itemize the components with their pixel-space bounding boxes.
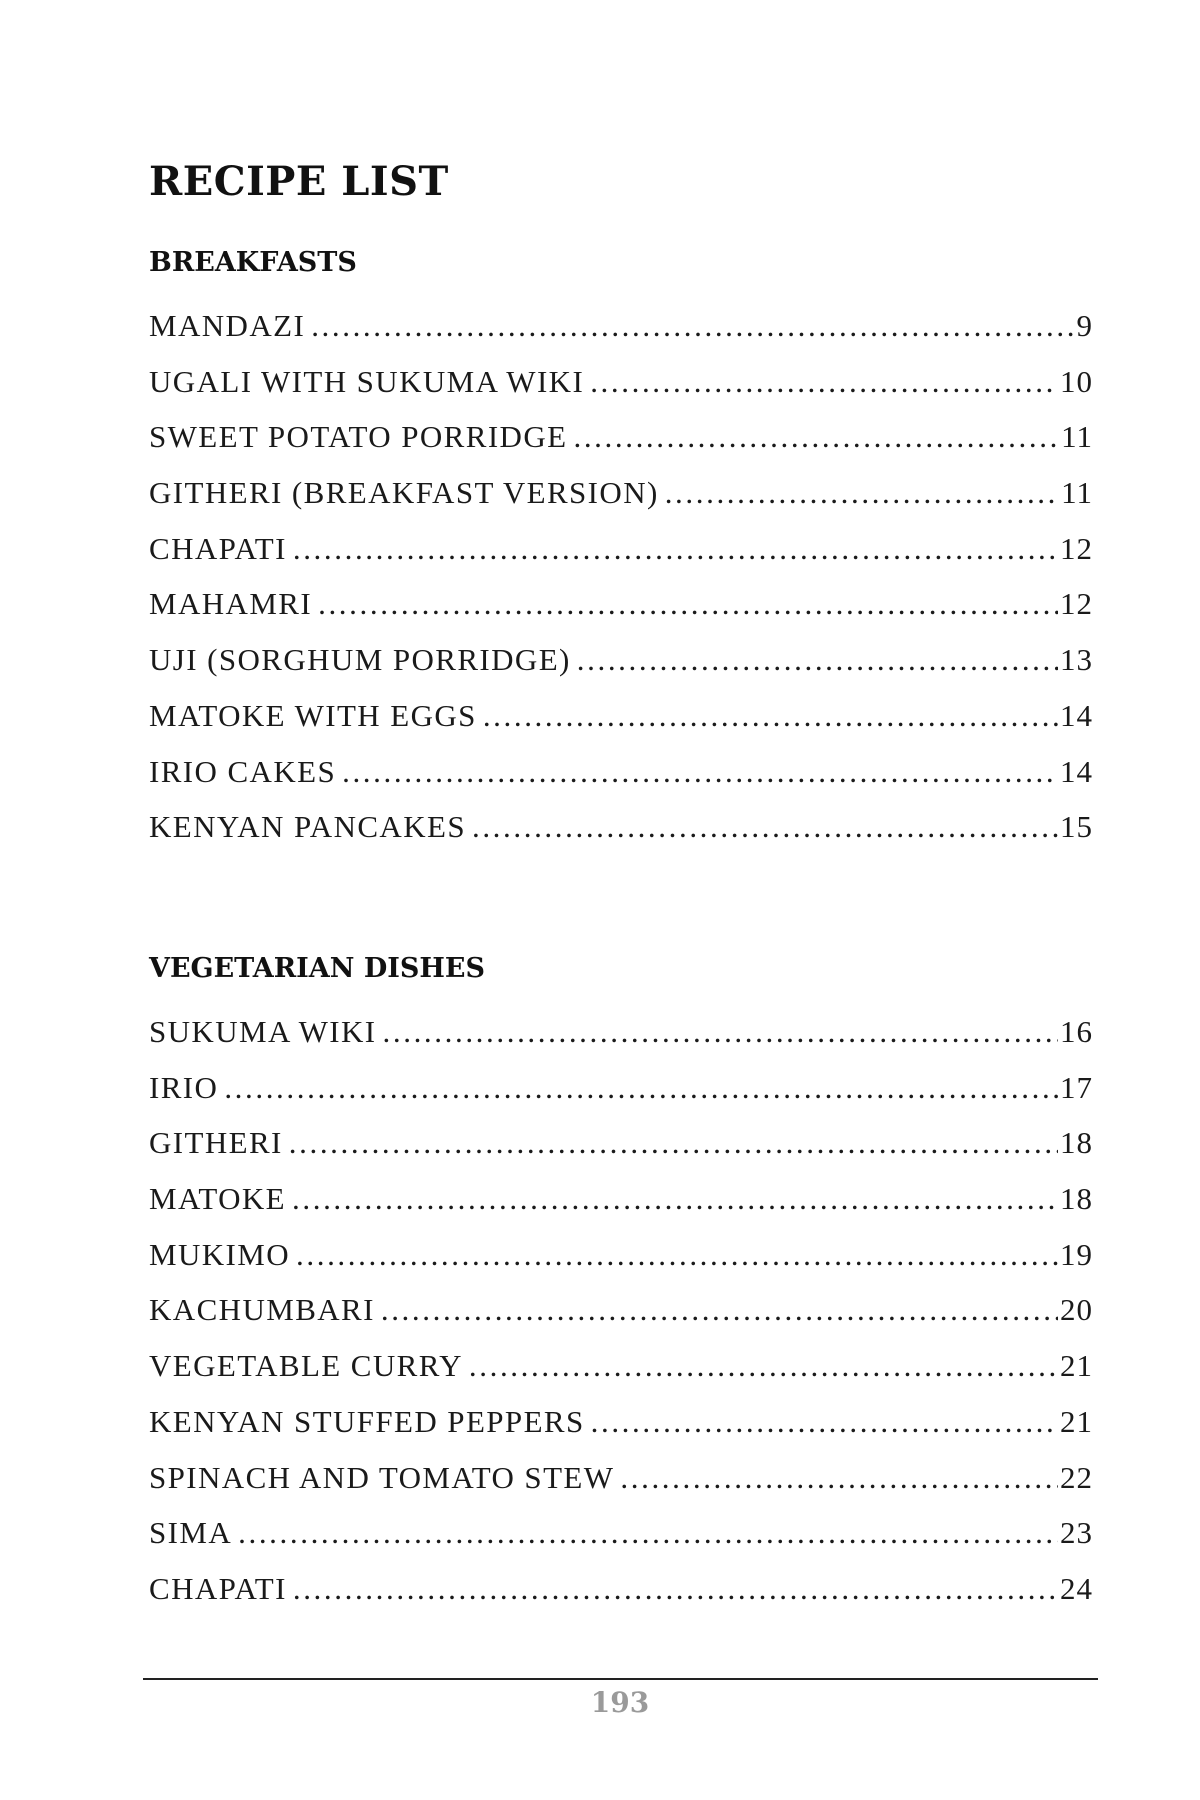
dot-leader	[292, 1171, 1058, 1227]
dot-leader	[383, 1004, 1058, 1060]
recipe-entry	[149, 521, 1093, 577]
recipe-page-number: 14	[1060, 753, 1093, 789]
recipe-entry	[149, 354, 1093, 410]
recipe-entry	[149, 576, 1093, 632]
recipe-list	[149, 298, 1093, 855]
recipe-page-number: 12	[1060, 586, 1093, 622]
recipe-name: UJI (SORGHUM PORRIDGE)	[149, 642, 571, 678]
dot-leader	[483, 688, 1058, 744]
dot-leader	[590, 354, 1058, 410]
dot-leader	[224, 1060, 1058, 1116]
recipe-entry	[149, 1171, 1093, 1227]
recipe-entry	[149, 1004, 1093, 1060]
dot-leader	[469, 1338, 1058, 1394]
recipe-page-number: 16	[1060, 1014, 1093, 1049]
dot-leader	[293, 1561, 1058, 1617]
recipe-entry	[149, 744, 1093, 800]
dot-leader	[318, 576, 1058, 632]
recipe-entry	[149, 409, 1093, 465]
recipe-list	[149, 1004, 1093, 1617]
recipe-name: SPINACH AND TOMATO STEW	[149, 1459, 615, 1495]
recipe-name: IRIO	[149, 1069, 219, 1105]
recipe-page-number: 18	[1060, 1125, 1093, 1161]
recipe-entry	[149, 1227, 1093, 1283]
recipe-entry	[149, 1505, 1093, 1561]
recipe-entry	[149, 1115, 1093, 1171]
recipe-name: IRIO CAKES	[149, 753, 337, 789]
recipe-page-number: 15	[1060, 809, 1093, 845]
footer-divider	[143, 1678, 1098, 1680]
recipe-name: CHAPATI	[149, 1570, 287, 1606]
recipe-entry	[149, 632, 1093, 688]
recipe-page-number: 9	[1076, 308, 1093, 343]
recipe-entry	[149, 1561, 1093, 1617]
recipe-page-number: 21	[1060, 1403, 1093, 1439]
dot-leader	[238, 1505, 1058, 1561]
recipe-name: MANDAZI	[149, 308, 306, 343]
recipe-name: SUKUMA WIKI	[149, 1014, 377, 1049]
recipe-name: VEGETABLE CURRY	[149, 1348, 463, 1384]
section-vegetarian-dishes	[149, 949, 1093, 1617]
dot-leader	[665, 465, 1059, 521]
recipe-page-number: 18	[1060, 1181, 1093, 1217]
recipe-page-number: 19	[1060, 1236, 1093, 1272]
recipe-entry	[149, 1338, 1093, 1394]
recipe-name: KENYAN PANCAKES	[149, 809, 466, 845]
dot-leader	[472, 799, 1058, 855]
recipe-name: GITHERI	[149, 1125, 283, 1161]
dot-leader	[591, 1394, 1058, 1450]
recipe-name: UGALI WITH SUKUMA WIKI	[149, 363, 585, 399]
section-breakfasts	[149, 243, 1093, 855]
recipe-page-number: 17	[1060, 1069, 1093, 1105]
recipe-name: CHAPATI	[149, 530, 287, 566]
recipe-name: KACHUMBARI	[149, 1292, 375, 1328]
recipe-name: SWEET POTATO PORRIDGE	[149, 419, 568, 455]
footer-page-number: 193	[590, 1686, 650, 1719]
recipe-entry	[149, 1394, 1093, 1450]
recipe-name: MAHAMRI	[149, 586, 313, 622]
dot-leader	[296, 1227, 1058, 1283]
dot-leader	[577, 632, 1058, 688]
recipe-entry	[149, 298, 1093, 354]
section-heading: VEGETARIAN DISHES	[149, 953, 485, 984]
page-title: RECIPE LIST	[149, 158, 449, 205]
recipe-page-number: 23	[1060, 1515, 1093, 1551]
recipe-page-number: 14	[1060, 697, 1093, 733]
recipe-page-number: 11	[1061, 419, 1093, 455]
recipe-page-number: 22	[1060, 1459, 1093, 1495]
recipe-name: MATOKE WITH EGGS	[149, 697, 477, 733]
recipe-page-number: 20	[1060, 1292, 1093, 1328]
dot-leader	[573, 409, 1059, 465]
dot-leader	[342, 744, 1058, 800]
recipe-entry	[149, 1450, 1093, 1506]
recipe-entry	[149, 1060, 1093, 1116]
recipe-name: GITHERI (BREAKFAST VERSION)	[149, 475, 659, 511]
recipe-page-number: 24	[1060, 1570, 1093, 1606]
dot-leader	[381, 1282, 1058, 1338]
dot-leader	[620, 1450, 1058, 1506]
dot-leader	[311, 298, 1074, 354]
recipe-page-number: 13	[1060, 642, 1093, 678]
recipe-name: MATOKE	[149, 1181, 287, 1217]
recipe-name: KENYAN STUFFED PEPPERS	[149, 1403, 585, 1439]
recipe-page-number: 12	[1060, 530, 1093, 566]
recipe-entry	[149, 1282, 1093, 1338]
section-heading: BREAKFASTS	[149, 247, 357, 278]
dot-leader	[289, 1115, 1058, 1171]
recipe-entry	[149, 688, 1093, 744]
recipe-entry	[149, 465, 1093, 521]
recipe-entry	[149, 799, 1093, 855]
recipe-name: SIMA	[149, 1515, 233, 1551]
recipe-page-number: 21	[1060, 1348, 1093, 1384]
recipe-page-number: 10	[1060, 363, 1093, 399]
dot-leader	[293, 521, 1058, 577]
recipe-name: MUKIMO	[149, 1236, 291, 1272]
recipe-page-number: 11	[1061, 475, 1093, 511]
